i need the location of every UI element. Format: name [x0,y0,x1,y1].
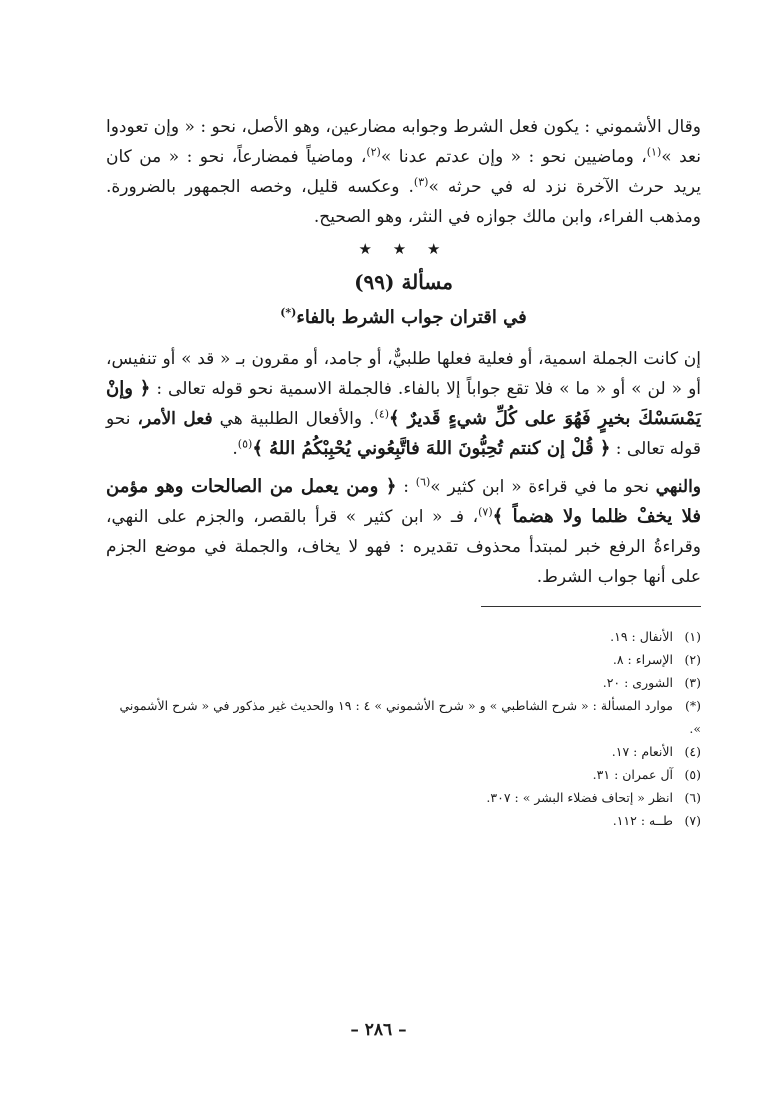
footnote-number: (٧) [684,813,701,828]
footnote-text: الأنعام : ١٧. [611,744,674,759]
footnote-item [106,694,701,740]
footnote-ref[interactable]: (١) [646,145,662,159]
footnote-text: طــه : ١١٢. [612,813,674,828]
footnote-ref[interactable]: (*) [280,306,297,319]
footnote-number: (٥) [684,767,701,782]
footnote-ref[interactable]: (٢) [366,145,381,159]
footnote-number: (٤) [684,744,701,759]
intro-paragraph: وقال الأشموني : يكون فعل الشرط وجوابه مضارعين، وهو الأصل، نحو : « وإن تعودوا نعد »$^{(١)}$، وماضيين نحو : « وإن عدتم عدنا »$^{(٢)}$، وماضياً فمضارعاً، نحو : « من كان يريد حرث الآخرة نزد له في حرثه »$^{(٣)}$. وعكسه قليل، وخصه الجمهور بالضرورة. ومذهب الفراء، وابن مالك جوازه في النثر، وهو الصحيح. [106,117,701,227]
footnote-number: (*) [684,698,701,713]
footnote-number: (٢) [684,652,701,667]
footnote-item [106,763,701,786]
footnote-text: الشورى : ٢٠. [602,675,674,690]
issue-subtitle: في اقتران جواب الشرط بالفاء(*) [280,306,527,328]
footnotes-list [106,625,701,832]
footnote-number: (١) [684,629,701,644]
bold-term: فعل الأمر، [137,409,213,429]
quran-quote: ﴿ ومن يعمل من الصالحات وهو مؤمن فلا يخفْ ظلما ولا هضماً ﴾ [106,476,701,527]
footnote-text: انظر « إتحاف فضلاء البشر » : ٣٠٧. [486,790,674,805]
body-paragraph-2: والنهي نحو ما في قراءة « ابن كثير »$^{(٦)}$ : ﴿ ومن يعمل من الصالحات وهو مؤمن فلا يخفْ ظلما ولا هضماً ﴾$^{(٧)}$، فـ « ابن كثير » قرأ بالقصر، والجزم على النهي، وقراءةُ الرفع خبر لمبتدأ محذوف تقديره : فهو لا يخاف، والجملة في موضع الجزم على أنها جواب الشرط. [106,475,701,587]
footnote-number: (٣) [684,675,701,690]
footnote-item [106,648,701,671]
footnote-ref[interactable]: (٣) [413,175,429,189]
section-separator: ★ ★ ★ [358,240,449,258]
footnote-item [106,809,701,832]
footnote-divider [481,606,701,607]
footnote-item [106,625,701,648]
quran-quote: ﴿ قُلْ إن كنتم تُحِبُّونَ اللهَ فاتَّبِعُوني يُحْبِبْكُمُ اللهُ ﴾ [252,438,611,459]
footnote-number: (٦) [684,790,701,805]
footnote-text: الأنفال : ١٩. [610,629,674,644]
page-number: – ٢٨٦ – [350,1020,407,1040]
quran-quote: ﴿ وإنْ يَمْسَسْكَ بخيرٍ فَهُوَ على كُلِّ شيءٍ قَديرٌ ﴾ [106,378,701,429]
body-paragraph-1: إن كانت الجملة اسمية، أو فعلية فعلها طلبيٌّ، أو جامد، أو مقرون بـ « قد » أو تنفيس، أو « لن » أو « ما » فلا تقع جواباً إلا بالفاء. فالجملة الاسمية نحو قوله تعالى : ﴿ وإنْ يَمْسَسْكَ بخيرٍ فَهُوَ على كُلِّ شيءٍ قَديرٌ ﴾$^{(٤)}$. والأفعال الطلبية هي فعل الأمر، نحو قوله تعالى : ﴿ قُلْ إن كنتم تُحِبُّونَ اللهَ فاتَّبِعُوني يُحْبِبْكُمُ اللهُ ﴾$^{(٥)}$. [106,349,702,459]
bold-term: والنهي [655,477,701,497]
footnote-ref[interactable]: (٧) [478,505,493,519]
footnote-ref[interactable]: (٤) [374,407,390,421]
footnote-item [106,786,701,809]
footnote-item [106,740,701,763]
footnote-text: آل عمران : ٣١. [592,767,674,782]
footnote-item [106,671,701,694]
footnote-ref[interactable]: (٦) [415,475,431,489]
footnote-text: الإسراء : ٨. [612,652,674,667]
page-body [106,112,701,832]
issue-title: مسألة (٩٩) [354,270,453,294]
footnote-text: موارد المسألة : « شرح الشاطبي » و « شرح الأشموني » ٤ : ١٩ والحديث غير مذكور في « شرح الأشموني ». [119,698,701,736]
footnote-ref[interactable]: (٥) [237,437,253,451]
